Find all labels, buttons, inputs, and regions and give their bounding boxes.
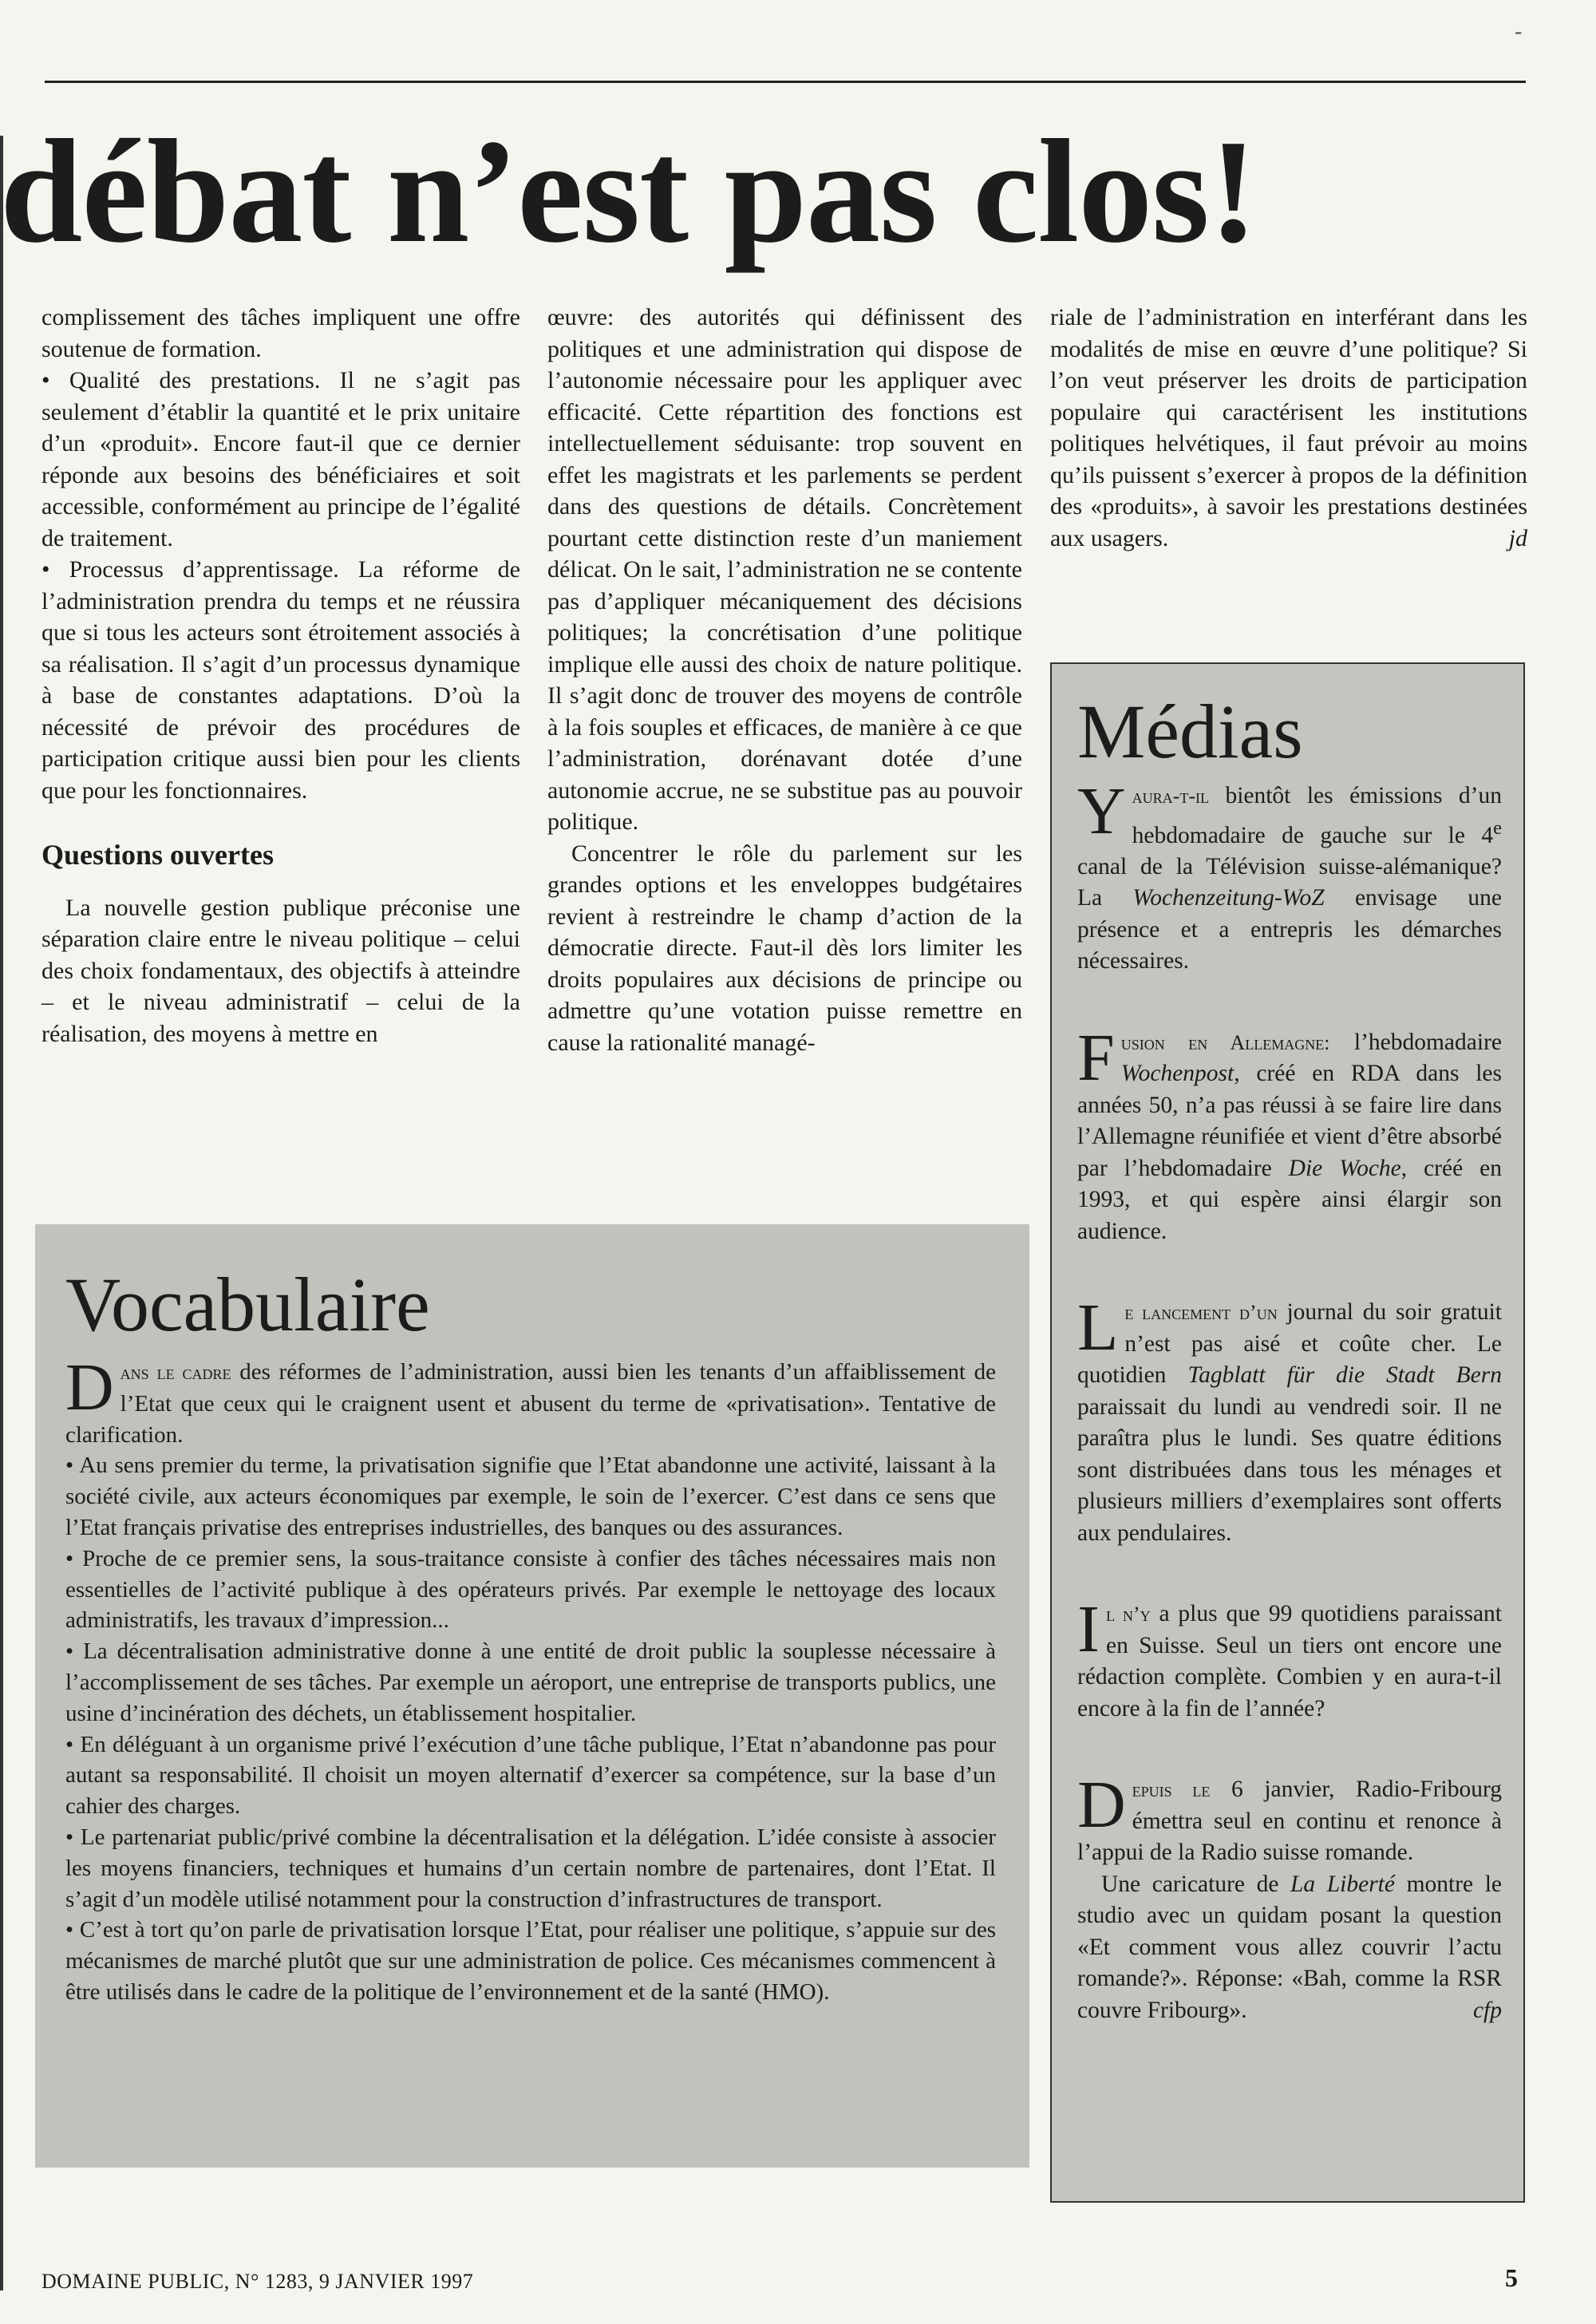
list-item: • Au sens premier du terme, la privatisation signifie que l’Etat abandonne une activité, laissant à la société civile, aux acteurs économiques par exemple, le soin de l’exercer. C’est dans ce sens que l’Etat français privatise des entreprises industrielles, des banques ou des assurances. [65,1452,996,1540]
article-column-3 [1050,302,1527,554]
drop-cap: I [1077,1592,1100,1667]
list-item [1077,774,1502,978]
item-text: montre le studio avec un quidam posant la question «Et comment vous allez couvrir l’actu romande?». Réponse: «Bah, comme la RSR couvre Fribourg». [1077,1871,1503,2023]
paragraph: La nouvelle gestion publique préconise une séparation claire entre le niveau politique – celui des choix fondamentaux, des objectifs à atteindre – et le niveau administratif – celui de la réalisation, des moyens à mettre en [41,894,520,1047]
paragraph-text: riale de l’administration en interférant dans les modalités de mise en œuvre d’une politique? Si l’on veut préserver les droits de participation populaire qui caractérisent les institutions politiques helvétiques, il faut prévoir au moins qu’ils puissent s’exercer à propos de la définition des «produits», à savoir les prestations destinées aux usagers. [1050,304,1527,551]
paragraph: œuvre: des autorités qui définissent des politiques et une administration qui dispose de l’autonomie nécessaire pour les appliquer avec efficacité. Cette répartition des fonctions est intellectuellement séduisante: trop souvent en effet les magistrats et les parlements se perdent dans des questions de détails. Concrètement pourtant cette distinction reste d’un maniement délicat. On le sait, l’administration ne se contente pas d’appliquer mécaniquement des décisions politiques; la concrétisation d’une politique implique elle aussi des choix de nature politique. Il s’agit donc de trouver des moyens de contrôle à la fois souples et efficaces, de manière à ce que l’administration, dorénavant dotée d’une autonomie accrue, ne se substitue pas au pouvoir politique. [547,304,1022,835]
item-text: journal du soir gratuit n’est pas aisé et coûte cher. Le quotidien [1077,1299,1502,1389]
list-item: • La décentralisation administrative donne à une entité de droit public la souplesse nécessaire à l’accomplissement de ses tâches. Par exemple un aéroport, une entreprise de transports publics, une usine d’incinération des déchets, un établissement hospitalier. [65,1638,996,1726]
item-text: , créé en RDA dans les années 50, n’a pas réussi à se faire lire dans l’Allemagne réunifiée et vient d’être absorbé par l’hebdomadaire [1077,1061,1502,1181]
intro-text: des réformes de l’administration, aussi bien les tenants d’un affaiblissement de l’Etat que ceux qui le craignent usent et abusent du terme de «privatisation». Tentative de clarification. [65,1359,996,1448]
top-rule [45,81,1526,83]
publication-name: Wochenpost [1120,1061,1235,1087]
small-caps-lead: epuis le [1132,1778,1211,1802]
paragraph: • Processus d’apprentissage. La réforme de l’administration prendra du temps et ne réussira que si tous les acteurs sont étroitement associés à sa réalisation. Il s’agit d’un processus dynamique à base de constantes adaptations. D’où la nécessité de prévoir des procédures de participation critique aussi bien pour les clients que pour les fonctionnaires. [41,556,520,804]
small-caps-lead: l n’y [1105,1603,1151,1626]
list-item [1077,1020,1502,1248]
article-column-1 [41,302,520,1049]
page-number: 5 [1505,2263,1518,2292]
small-caps-lead: aura-t-il [1132,785,1209,808]
small-caps-lead: usion en Allemagne: [1120,1030,1330,1054]
vocabulaire-intro [65,1350,996,1450]
footer-publication-info: DOMAINE PUBLIC, N° 1283, 9 JANVIER 1997 [41,2270,474,2293]
binding-edge [0,136,3,2290]
publication-name: La Liberté [1290,1871,1395,1897]
drop-cap: D [1077,1768,1126,1843]
list-item: • C’est à tort qu’on parle de privatisation lorsque l’Etat, pour réaliser une politique, s’appuie sur des mécanismes de marché plutôt que sur une administration de police. Ces mécanismes commencent à être utilisés dans le cadre de la politique de l’environnement et de la santé (HMO). [65,1917,996,2005]
page-headline: débat n’est pas clos! [0,109,1258,274]
vocabulaire-text [65,1350,996,2008]
small-caps-lead: e lancement d’un [1124,1301,1278,1325]
item-text: paraissait du lundi au vendredi soir. Il ne paraîtra plus le lundi. Ses quatre éditions sont distribuées dans tous les ménages et plusieurs milliers d’exemplaires sont offerts aux pendulaires. [1077,1393,1502,1546]
list-item: • Le partenariat public/privé combine la décentralisation et la délégation. L’idée consiste à associer les moyens financiers, techniques et humains d’un certain nombre de partenaires, dont l’Etat. Il s’agit d’un modèle utilisé notamment pour la construction d’infrastructures de transport. [65,1824,996,1912]
section-heading: Questions ouvertes [41,839,274,871]
drop-cap: Y [1077,774,1126,848]
item-text: Une caricature de [1101,1871,1291,1897]
publication-name: Tagblatt für die Stadt Bern [1187,1362,1502,1389]
paragraph: complissement des tâches impliquent une offre soutenue de formation. [41,304,520,362]
drop-cap: L [1077,1290,1119,1366]
item-text: , créé en 1993, et qui espère ainsi élargir son audience. [1077,1155,1502,1244]
list-item: • Proche de ce premier sens, la sous-traitance consiste à confier des tâches nécessaires mais non essentielles de l’activité publique à des opérateurs privés. Par exemple le nettoyage des locaux administratifs, les travaux d’impression... [65,1545,996,1634]
paragraph [1050,302,1527,554]
article-column-2 [547,302,1022,1058]
publication-name: Wochenzeitung-WoZ [1132,885,1325,911]
author-signature: cfp [1472,1997,1502,2023]
list-item [1077,1768,1503,1869]
vocabulaire-title: Vocabulaire [65,1262,430,1347]
medias-title: Médias [1077,689,1303,774]
list-item [1077,1869,1502,2027]
item-text: l’hebdomadaire [1329,1029,1502,1055]
corner-mark: - [1515,19,1523,44]
small-caps-lead: ans le cadre [120,1361,231,1384]
drop-cap: F [1077,1020,1115,1095]
item-text: canal de la Télévision suisse-alémanique? La [1077,853,1502,911]
item-text: bientôt les émissions d’un hebdomadaire de gauche sur le 4 [1132,783,1502,848]
author-signature: jd [1508,524,1527,551]
superscript: e [1493,816,1502,839]
medias-text [1077,774,1503,2026]
list-item [1077,1592,1502,1725]
item-text: a plus que 99 quotidiens paraissant en Suisse. Seul un tiers ont encore une rédaction complète. Combien y en aura-t-il encore à la fin de l’année? [1077,1601,1502,1721]
list-item: • En déléguant à un organisme privé l’exécution d’une tâche publique, l’Etat n’abandonne pas pour autant sa responsabilité. Il choisit un moyen alternatif d’exercer sa compétence, sur la base d’un cahier des charges. [65,1731,996,1820]
drop-cap: D [65,1350,114,1425]
item-text: envisage une présence et a entrepris les démarches nécessaires. [1077,885,1502,974]
publication-name: Die Woche [1288,1155,1401,1181]
paragraph: Concentrer le rôle du parlement sur les grandes options et les enveloppes budgétaires revient à restreindre le champ d’action de la démocratie directe. Faut-il dès lors limiter les droits populaires aux décisions de principe ou admettre qu’une votation puisse remettre en cause la rationalité managé- [547,840,1022,1056]
item-text: 6 janvier, Radio-Fribourg émettra seul en continu et renonce à l’appui de la Radio suisse romande. [1077,1777,1503,1866]
list-item [1077,1290,1502,1549]
paragraph: • Qualité des prestations. Il ne s’agit pas seulement d’établir la quantité et le prix unitaire d’un «produit». Encore faut-il que ce dernier réponde aux besoins des bénéficiaires et soit accessible, conformément au principe de l’égalité de traitement. [41,367,520,551]
